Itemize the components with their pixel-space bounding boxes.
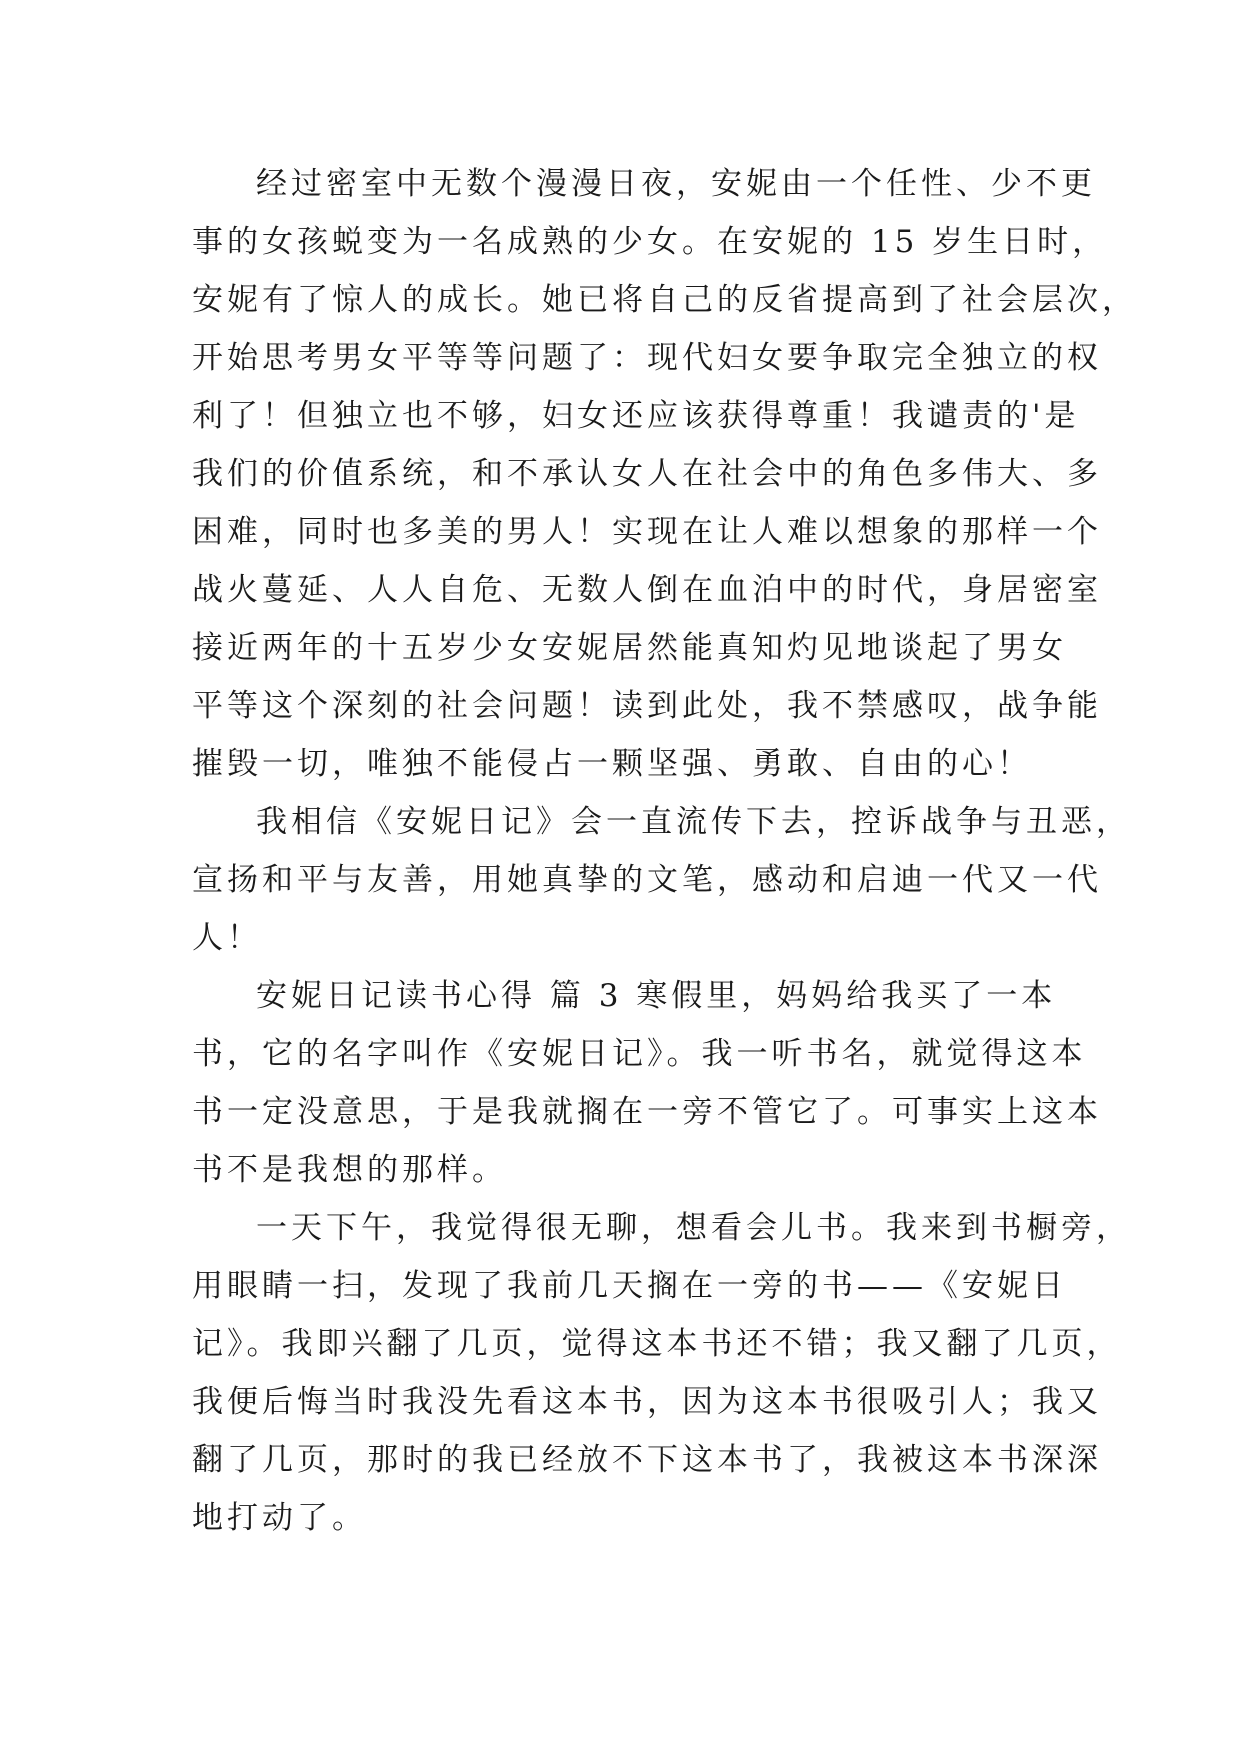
text-line: 接近两年的十五岁少女安妮居然能真知灼见地谈起了男女	[192, 630, 1067, 666]
text-line: 书不是我想的那样。	[192, 1152, 507, 1188]
text-line: 记》。我即兴翻了几页，觉得这本书还不错；我又翻了几页，	[192, 1326, 1122, 1362]
text-line: 宣扬和平与友善，用她真挚的文笔，感动和启迪一代又一代	[192, 862, 1102, 898]
text-line: 开始思考男女平等等问题了：现代妇女要争取完全独立的权	[192, 340, 1102, 376]
text-line: 翻了几页，那时的我已经放不下这本书了，我被这本书深深	[192, 1442, 1102, 1478]
text-line: 经过密室中无数个漫漫日夜，安妮由一个任性、少不更	[256, 166, 1096, 202]
text-line: 地打动了。	[192, 1500, 367, 1536]
text-line: 我们的价值系统，和不承认女人在社会中的角色多伟大、多	[192, 456, 1102, 492]
text-line: 书一定没意思，于是我就搁在一旁不管它了。可事实上这本	[192, 1094, 1102, 1130]
text-line: 战火蔓延、人人自危、无数人倒在血泊中的时代，身居密室	[192, 572, 1102, 608]
text-line: 利了！但独立也不够，妇女还应该获得尊重！我谴责的'是	[192, 398, 1080, 434]
text-line: 平等这个深刻的社会问题！读到此处，我不禁感叹，战争能	[192, 688, 1102, 724]
text-line: 我相信《安妮日记》会一直流传下去，控诉战争与丑恶，	[256, 804, 1131, 840]
text-line: 用眼睛一扫，发现了我前几天搁在一旁的书——《安妮日	[192, 1268, 1067, 1304]
text-line: 困难，同时也多美的男人！实现在让人难以想象的那样一个	[192, 514, 1102, 550]
text-line: 事的女孩蜕变为一名成熟的少女。在安妮的 15 岁生日时，	[192, 224, 1108, 260]
text-line: 我便后悔当时我没先看这本书，因为这本书很吸引人；我又	[192, 1384, 1102, 1420]
text-line: 书，它的名字叫作《安妮日记》。我一听书名，就觉得这本	[192, 1036, 1087, 1072]
text-line: 一天下午，我觉得很无聊，想看会儿书。我来到书橱旁，	[256, 1210, 1131, 1246]
section-heading-line: 安妮日记读书心得 篇 3 寒假里，妈妈给我买了一本	[256, 978, 1057, 1014]
text-line: 安妮有了惊人的成长。她已将自己的反省提高到了社会层次，	[192, 282, 1137, 318]
text-line: 人！	[192, 920, 262, 956]
text-line: 摧毁一切，唯独不能侵占一颗坚强、勇敢、自由的心！	[192, 746, 1032, 782]
